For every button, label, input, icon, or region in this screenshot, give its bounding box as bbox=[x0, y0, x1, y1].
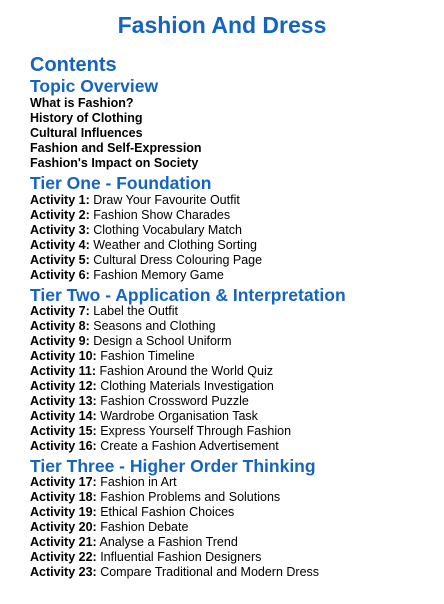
activity-title: Ethical Fashion Choices bbox=[100, 505, 235, 519]
activity-label: Activity 23: bbox=[30, 565, 97, 579]
tier-one-heading: Tier One - Foundation bbox=[30, 173, 212, 193]
topic-item-history-of-clothing: History of Clothing bbox=[30, 111, 143, 125]
activity-item bbox=[30, 267, 224, 283]
topic-item-what-is-fashion: What is Fashion? bbox=[30, 96, 134, 110]
activity-item bbox=[30, 549, 261, 565]
activity-title: Fashion Show Charades bbox=[93, 208, 231, 222]
activity-label: Activity 16: bbox=[30, 439, 97, 453]
activity-title: Weather and Clothing Sorting bbox=[93, 238, 257, 252]
activity-title: Clothing Materials Investigation bbox=[100, 379, 274, 393]
activity-item bbox=[30, 408, 258, 424]
page-title: Fashion And Dress bbox=[117, 12, 327, 38]
activity-label: Activity 10: bbox=[30, 349, 97, 363]
topic-item-self-expression: Fashion and Self-Expression bbox=[30, 141, 202, 155]
activity-title: Wardrobe Organisation Task bbox=[100, 409, 258, 423]
activity-item bbox=[30, 207, 230, 223]
activity-label: Activity 3: bbox=[30, 223, 90, 237]
activity-item bbox=[30, 192, 240, 208]
activity-item bbox=[30, 489, 280, 505]
activity-title: Fashion Around the World Quiz bbox=[99, 364, 273, 378]
activity-item bbox=[30, 504, 234, 520]
activity-item bbox=[30, 519, 188, 535]
activity-label: Activity 14: bbox=[30, 409, 97, 423]
activity-label: Activity 19: bbox=[30, 505, 97, 519]
activity-item bbox=[30, 222, 242, 238]
activity-label: Activity 17: bbox=[30, 475, 97, 489]
activity-label: Activity 15: bbox=[30, 424, 97, 438]
activity-item bbox=[30, 564, 319, 580]
activity-title: Create a Fashion Advertisement bbox=[100, 439, 279, 453]
activity-title: Fashion in Art bbox=[100, 475, 177, 489]
activity-title: Fashion Problems and Solutions bbox=[100, 490, 281, 504]
activity-item bbox=[30, 474, 177, 490]
activity-title: Compare Traditional and Modern Dress bbox=[100, 565, 320, 579]
activity-item bbox=[30, 534, 238, 550]
activity-label: Activity 7: bbox=[30, 304, 90, 318]
activity-label: Activity 20: bbox=[30, 520, 97, 534]
activity-title: Fashion Timeline bbox=[100, 349, 195, 363]
activity-label: Activity 12: bbox=[30, 379, 97, 393]
activity-label: Activity 11: bbox=[30, 364, 97, 378]
activity-title: Fashion Memory Game bbox=[93, 268, 224, 282]
topic-overview-heading: Topic Overview bbox=[30, 76, 159, 96]
activity-label: Activity 5: bbox=[30, 253, 90, 267]
activity-item bbox=[30, 348, 195, 364]
activity-item bbox=[30, 237, 257, 253]
activity-item bbox=[30, 333, 232, 349]
activity-item bbox=[30, 318, 216, 334]
activity-item bbox=[30, 423, 291, 439]
activity-label: Activity 8: bbox=[30, 319, 90, 333]
activity-label: Activity 18: bbox=[30, 490, 97, 504]
activity-label: Activity 6: bbox=[30, 268, 90, 282]
activity-label: Activity 4: bbox=[30, 238, 90, 252]
activity-label: Activity 21: bbox=[30, 535, 97, 549]
activity-label: Activity 1: bbox=[30, 193, 90, 207]
tier-three-heading: Tier Three - Higher Order Thinking bbox=[30, 456, 316, 476]
activity-title: Label the Outfit bbox=[93, 304, 179, 318]
activity-item bbox=[30, 363, 273, 379]
activity-title: Fashion Debate bbox=[100, 520, 189, 534]
tier-two-heading: Tier Two - Application & Interpretation bbox=[30, 285, 346, 305]
activity-label: Activity 9: bbox=[30, 334, 90, 348]
activity-title: Express Yourself Through Fashion bbox=[100, 424, 292, 438]
activity-item bbox=[30, 438, 279, 454]
topic-item-cultural-influences: Cultural Influences bbox=[30, 126, 143, 140]
activity-label: Activity 22: bbox=[30, 550, 97, 564]
activity-item bbox=[30, 303, 178, 319]
activity-item bbox=[30, 378, 274, 394]
activity-title: Analyse a Fashion Trend bbox=[99, 535, 238, 549]
activity-item bbox=[30, 393, 249, 409]
activity-title: Design a School Uniform bbox=[93, 334, 232, 348]
activity-item bbox=[30, 252, 262, 268]
activity-title: Clothing Vocabulary Match bbox=[93, 223, 242, 237]
activity-title: Cultural Dress Colouring Page bbox=[93, 253, 263, 267]
topic-item-impact-on-society: Fashion's Impact on Society bbox=[30, 156, 199, 170]
activity-title: Fashion Crossword Puzzle bbox=[100, 394, 249, 408]
activity-title: Draw Your Favourite Outfit bbox=[93, 193, 240, 207]
activity-title: Seasons and Clothing bbox=[93, 319, 216, 333]
activity-title: Influential Fashion Designers bbox=[100, 550, 262, 564]
activity-label: Activity 2: bbox=[30, 208, 90, 222]
activity-label: Activity 13: bbox=[30, 394, 97, 408]
contents-heading: Contents bbox=[30, 54, 117, 76]
